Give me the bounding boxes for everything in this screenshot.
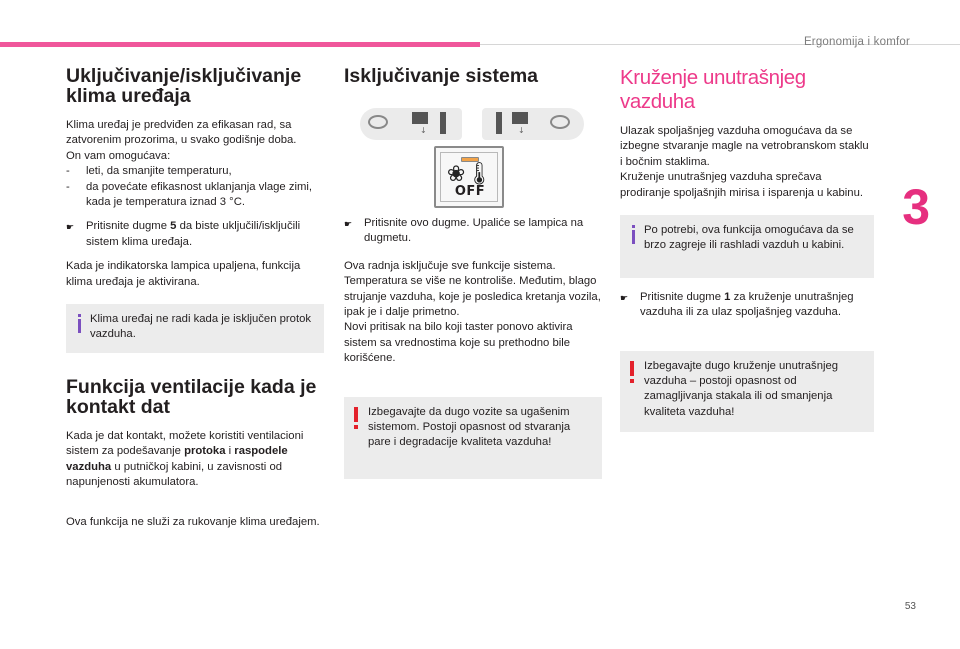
fan-thermometer-icon: ❀🌡 [446,162,494,187]
chapter-number: 3 [902,179,930,235]
left-control-stalk [360,108,462,140]
control-panel-illustration [344,102,602,212]
press-button-icon: ☛ [66,223,75,234]
column-recirculation [620,66,874,432]
warning-exclamation-icon [353,407,359,429]
column-ac-on-off [66,66,324,530]
ac-enables: On vam omogućava: [66,149,171,162]
warning-note: Izbegavajte dugo kruženje unutrašnjeg vazduha – postoji opasnost od zamagljivanja stakala ili od smanjenja kvaliteta vazduha! [620,351,874,433]
right-control-stalk [482,108,584,140]
section-title-system-off: Isključivanje sistema [344,65,539,87]
list-item: - da povećate efikasnost uklanjanja vlage zimi, kada je temperatura iznad 3 °C. [66,180,313,209]
instruction-press-off: ☛ Pritisnite ovo dugme. Upaliće se lampica na dugmetu. [344,216,602,247]
page-number: 53 [904,601,916,612]
instruction-press-1: ☛ Pritisnite dugme 1 za kruženje unutrašnjeg vazduha ili za ulaz spoljašnjeg vazduha. [620,290,874,321]
lever-icon [440,112,446,134]
system-off-body: Ova radnja isključuje sve funkcije sistema. [344,259,556,272]
thermometer-icon: ↓ [518,126,525,135]
section-title-recirculation: Kruženje unutrašnjeg vazduha [620,66,806,113]
ac-intro: Klima uređaj je predviđen za efikasan rad, sa zatvorenim prozorima, u svako godišnje doba. [66,119,297,147]
warning-exclamation-icon [629,361,635,383]
system-off-body: Novi pritisak na bilo koji taster ponovo aktivira sistem sa vrednostima koje su prethodno bile korišćene. [344,321,573,365]
section-title-ventilation: Funkcija ventilacije kada je kontakt dat [66,375,317,418]
off-button[interactable] [434,146,504,208]
info-note: Po potrebi, ova funkcija omogućava da se brzo zagreje ili rashladi vazduh u kabini. [620,215,874,278]
thermometer-icon: ↓ [420,126,427,135]
off-label: OFF [454,184,486,199]
display-icon [412,112,428,124]
indicator-text: Kada je indikatorska lampica upaljena, funkcija klima uređaja je aktivirana. [66,260,301,288]
info-icon [74,314,84,334]
info-icon [628,225,638,245]
display-icon [512,112,528,124]
list-item: - leti, da smanjite temperaturu, [66,165,232,178]
header-accent-bar [0,42,480,47]
press-button-icon: ☛ [620,293,629,304]
ventilation-text: Kada je dat kontakt, možete koristiti ventilacioni sistem za podešavanje protoka i raspodele vazduha u putničkoj kabini, u zavisnosti od napunjenosti akumulatora. [66,429,304,489]
recirculation-body: Ulazak spoljašnjeg vazduha omogućava da se izbegne stvaranje magle na vetrobranskom staklu i bočnim staklima. [620,125,869,168]
info-note: Klima uređaj ne radi kada je isključen protok vazduha. [66,304,324,353]
chapter-title: Ergonomija i komfor [803,36,910,48]
warning-note: Izbegavajte da dugo vozite sa ugašenim sistemom. Postoji opasnost od stvaranja pare i degradacije kvaliteta vazduha! [344,397,602,479]
lever-icon [496,112,502,134]
ventilation-note: Ova funkcija ne služi za rukovanje klima uređajem. [66,515,320,528]
steering-wheel-icon [550,115,570,129]
recirculation-body: Kruženje unutrašnjeg vazduha sprečava prodiranje spoljašnjih mirisa i isparenja u kabinu. [620,171,864,199]
section-title-ac-switch: Uključivanje/isključivanje klima uređaja [66,65,302,107]
system-off-body: Temperatura se više ne kontroliše. Međutim, blago strujanje vazduha, koje je posledica kretanja vozila, ipak je i dalje primetno. [344,275,601,319]
steering-wheel-icon [368,115,388,129]
column-system-off [344,66,602,479]
instruction-press-5: ☛ Pritisnite dugme 5 da biste uključili/isključili sistem klima uređaja. [66,219,324,250]
press-button-icon: ☛ [344,220,353,230]
